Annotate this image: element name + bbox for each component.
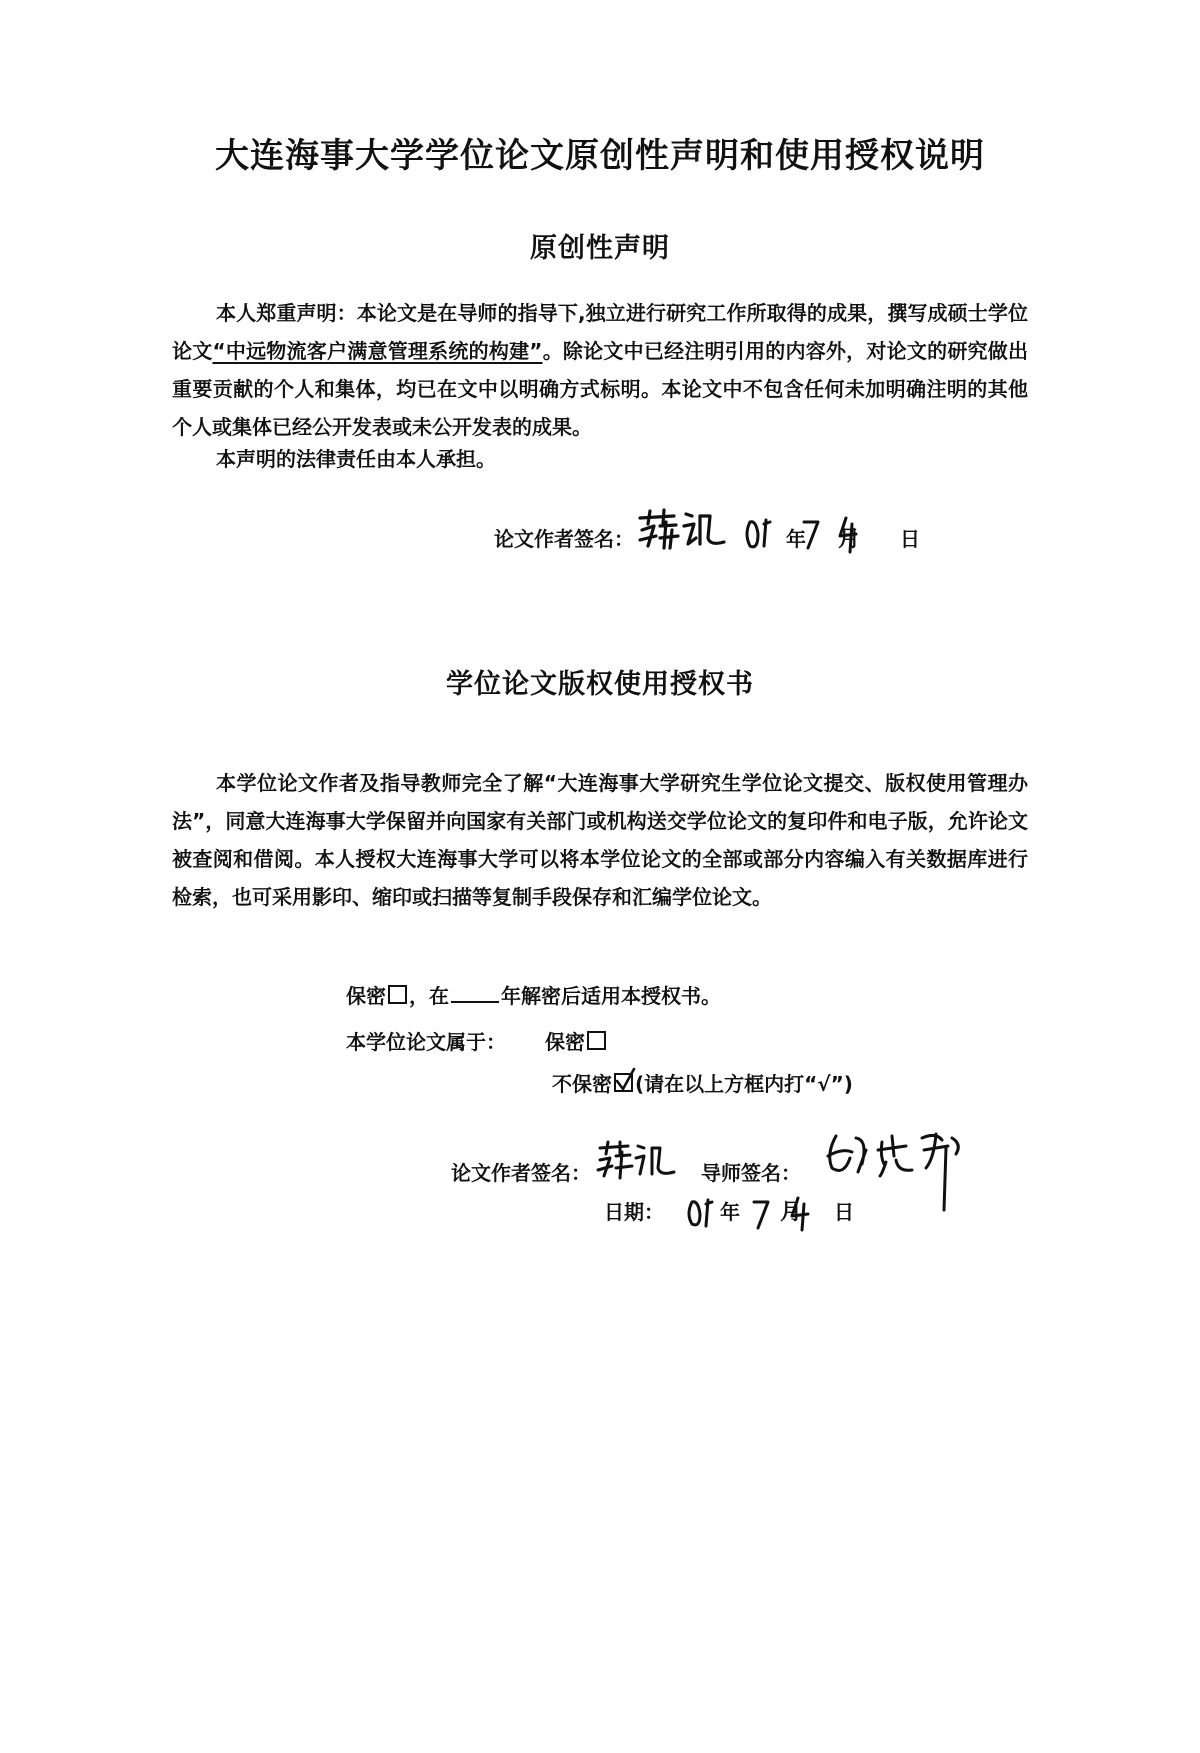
secret-checkbox[interactable] — [587, 1031, 606, 1050]
secret-option-label: 保密 — [545, 1030, 585, 1054]
author-signature-label: 论文作者签名： — [451, 1161, 591, 1185]
nonsecret-checkbox[interactable] — [614, 1073, 633, 1092]
authorization-paragraph: 本学位论文作者及指导教师完全了解“大连海事大学研究生学位论文提交、版权使用管理办法”，同意大连海事大学保留并向国家有关部门或机构送交学位论文的复印件和电子版，允许论文被查阅和借阅。本人授权大连海事大学可以将本学位论文的全部或部分内容编入有关数据库进行检索，也可采用影印、缩印或扫描等复制手段保存和汇编学位论文。 — [172, 771, 1028, 909]
author-handwritten-signature-2 — [594, 1140, 676, 1182]
check-note: (请在以上方框内打“√”) — [635, 1072, 853, 1096]
originality-paragraph — [172, 294, 1028, 446]
secret-period-line — [346, 980, 721, 1009]
authorization-day-label: 日 — [834, 1200, 854, 1224]
authorization-date-handwritten — [684, 1192, 834, 1232]
originality-text-part1: 本人郑重声明：本论文是在导师的指导下,独立进行研究工作所取得的成果，撰写成硕士学位论文 — [172, 301, 1028, 363]
originality-heading: 原创性声明 — [530, 233, 670, 264]
legal-responsibility: 本声明的法律责任由本人承担。 — [216, 447, 496, 471]
thesis-title: “中远物流客户满意管理系统的构建” — [212, 339, 543, 363]
advisor-signature-label: 导师签名： — [701, 1161, 801, 1185]
declassify-text: 年解密后适用本授权书。 — [501, 984, 721, 1008]
author-handwritten-signature — [636, 508, 728, 552]
authorization-year-label: 年 — [720, 1200, 740, 1224]
originality-date-handwritten — [742, 514, 892, 554]
document-title: 大连海事大学学位论文原创性声明和使用授权说明 — [215, 136, 985, 176]
originality-signature-label: 论文作者签名： — [494, 527, 634, 551]
secret-label: 保密 — [346, 984, 386, 1008]
originality-text-part2: 。除论文中已经注明引用的内容外，对论文的研究做出重要贡献的个人和集体，均已在文中以明确方式标明。本论文中不包含任何未加明确注明的其他个人或集体已经公开发表或未公开发表的成果。 — [172, 339, 1029, 439]
originality-month-label: 月 — [838, 527, 861, 552]
authorization-month-label: 月 — [780, 1200, 803, 1225]
date-label: 日期： — [604, 1200, 664, 1224]
in-label: ，在 — [409, 984, 449, 1008]
originality-day-label: 日 — [900, 527, 920, 551]
secret-period-checkbox[interactable] — [388, 985, 407, 1004]
authorization-heading: 学位论文版权使用授权书 — [446, 669, 754, 700]
years-blank[interactable] — [451, 983, 499, 1003]
originality-year-label: 年 — [786, 527, 806, 551]
nonsecret-option-label: 不保密 — [552, 1072, 612, 1096]
nonsecret-option — [552, 1068, 853, 1097]
check-mark-icon — [614, 1067, 636, 1093]
secret-option — [545, 1026, 608, 1055]
belongs-label: 本学位论文属于： — [346, 1030, 506, 1054]
